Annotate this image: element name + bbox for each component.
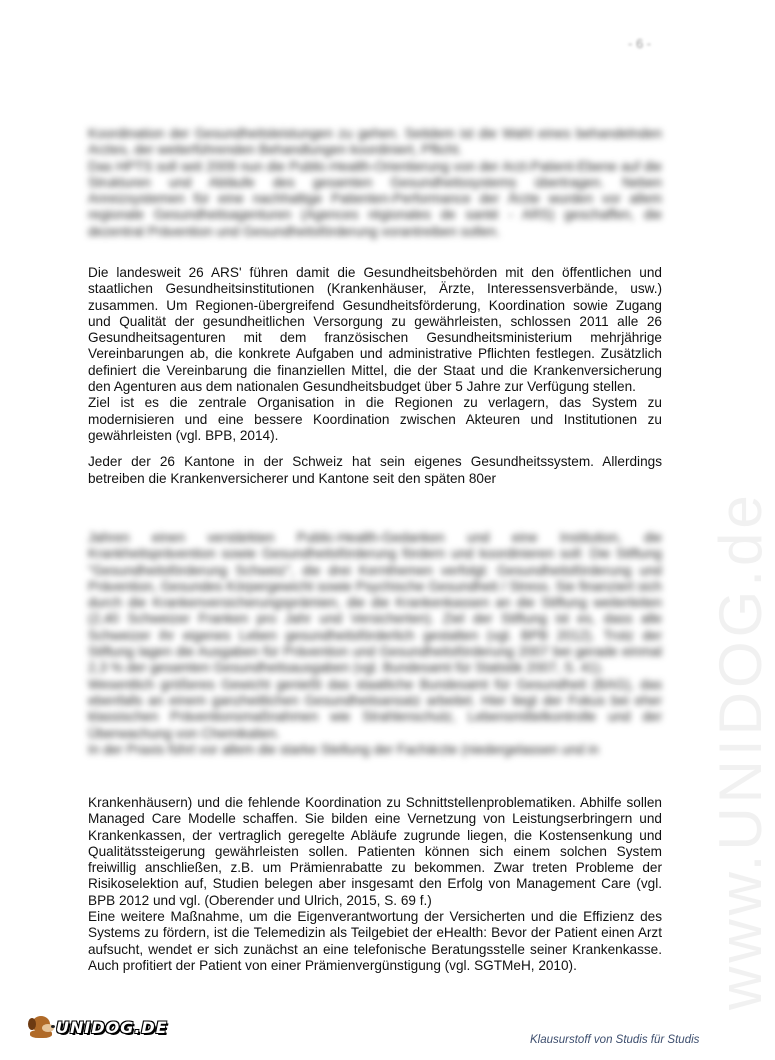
paragraph-telemedizin: Eine weitere Maßnahme, um die Eigenverantwortung der Versicherten und die Effizienz des Systems zu fördern, ist die Telemedizin als Teilgebiet der eHealth: Bevor der Patient einen Arzt aufsucht, wendet er sich zunächst an eine telefonische Beratungsstelle seiner Krankenkasse. Auch profitiert der Patient von einer Prämienvergünstigung (vgl. SGTMeH, 2010). — [88, 909, 662, 973]
paragraph: Das HPTS soll seit 2009 nun die Public-Health-Orientierung von der Arzt-Patient-Ebene auf die Strukturen und Abläufe des gesamten Gesundheitssystems übertragen. Neben Anreizsystemen für eine nachhaltige Patienten-Performance der Ärzte wurden vor allem regionale Gesundheitsagenturen (Agences régionales de santé - ARS) geschaffen, die dezentral Prävention und Gesundheitsförderung vorantreiben sollen. — [88, 158, 662, 239]
paragraph: In der Praxis führt vor allem die starke Stellung der Fachärzte (niedergelassen und in — [88, 741, 599, 757]
body-text-middle — [88, 265, 662, 487]
watermark: www.UNIDOG.de — [707, 491, 774, 1010]
blurred-text-top — [88, 126, 662, 240]
paragraph-ars: Die landesweit 26 ARS' führen damit die Gesundheitsbehörden mit den öffentlichen und staatlichen Gesundheitsinstitutionen (Krankenhäuser, Ärzte, Interessensverbände, usw.) zusammen. Um Regionen-übergreifend Gesundheitsförderung, Koordination sowie Zugang und Qualität der gesundheitlichen Versorgung zu gewährleisten, schlossen 2011 alle 26 Gesundheitsagenturen mit dem französischen Gesundheitsministerium mehrjährige Vereinbarungen ab, die konkrete Aufgaben und administrative Pflichten festlegen. Zusätzlich definiert die Vereinbarung die finanziellen Mittel, die der Staat und die Krankenversicherung den Agenturen aus dem nationalen Gesundheitsbudget über 5 Jahre zur Verfügung stellen. — [88, 265, 662, 395]
paragraph: Wesentlich größeres Gewicht genießt das staatliche Bundesamt für Gesundheit (BAG), das ebenfalls an einem ganzheitlichen Gesundheitsansatz arbeitet. Hier liegt der Fokus bei eher klassischen Präventionsmaßnahmen wie Strahlenschutz, Lebensmittelkontrolle und der Überwachung von Chemikalien. — [88, 676, 662, 741]
page-number: - 6 - — [628, 36, 652, 51]
paragraph-schweiz: Jeder der 26 Kantone in der Schweiz hat sein eigenes Gesundheitssystem. Allerdings betreiben die Krankenversicherer und Kantone seit den späten 80er — [88, 454, 662, 486]
paragraph-ziel: Ziel ist es die zentrale Organisation in die Regionen zu verlagern, das System zu modernisieren und eine bessere Koordination zwischen Akteuren und Institutionen zu gewährleisten (vgl. BPB, 2014). — [88, 395, 662, 443]
dog-mascot-icon — [26, 1014, 56, 1040]
body-text-bottom — [88, 795, 662, 974]
blurred-text-middle — [88, 530, 662, 758]
paragraph: Koordination der Gesundheitsleistungen zu gehen. Seitdem ist die Wahl eines behandelnden Arztes, der weiterführenden Behandlungen koordiniert, Pflicht. — [88, 126, 662, 158]
logo-text: UNIDOG.DE — [56, 1017, 168, 1037]
footer-tagline: Klausurstoff von Studis für Studis — [530, 1034, 700, 1046]
footer-logo — [26, 1014, 168, 1040]
paragraph: Jahren einen verstärkten Public-Health-Gedanken und eine Institution, die Krankheitsprävention sowie Gesundheitsförderung fördern und koordinieren soll: Die Stiftung "Gesundheitsförderung Schweiz", die drei Kernthemen verfolgt: Gesundheitsförderung und Prävention, Gesundes Körpergewicht sowie Psychische Gesundheit / Stress. Sie finanziert sich durch die Krankenversicherungsprämien, die die Krankenkassen an die Stiftung weiterleiten (2,40 Schweizer Franken pro Jahr und Versicherten). Ziel der Stiftung ist es, dass alle Schweizer ihr eigenes Leben gesundheitsförderlich gestalten (vgl. BPB 2012). Trotz der Stiftung lagen die Ausgaben für Prävention und Gesundheitsförderung 2007 bei gerade einmal 2,3 % der gesamten Gesundheitsausgaben (vgl. Bundesamt für Statistik 2007, S. 41). — [88, 530, 662, 676]
paragraph-managed-care: Krankenhäusern) und die fehlende Koordination zu Schnittstellenproblematiken. Abhilfe sollen Managed Care Modelle schaffen. Sie bilden eine Vernetzung von Leistungserbringern und Krankenkassen, der vertraglich geregelte Abläufe zugrunde liegen, die Kostensenkung und Qualitätssteigerung gewährleisten sollen. Patienten können sich einem solchen System freiwillig anschließen, z.B. um Prämienrabatte zu bekommen. Zwar treten Probleme der Risikoselektion auf, Studien belegen aber insgesamt den Erfolg von Management Care (vgl. BPB 2012 und vgl. (Oberender und Ulrich, 2015, S. 69 f.) — [88, 795, 662, 908]
